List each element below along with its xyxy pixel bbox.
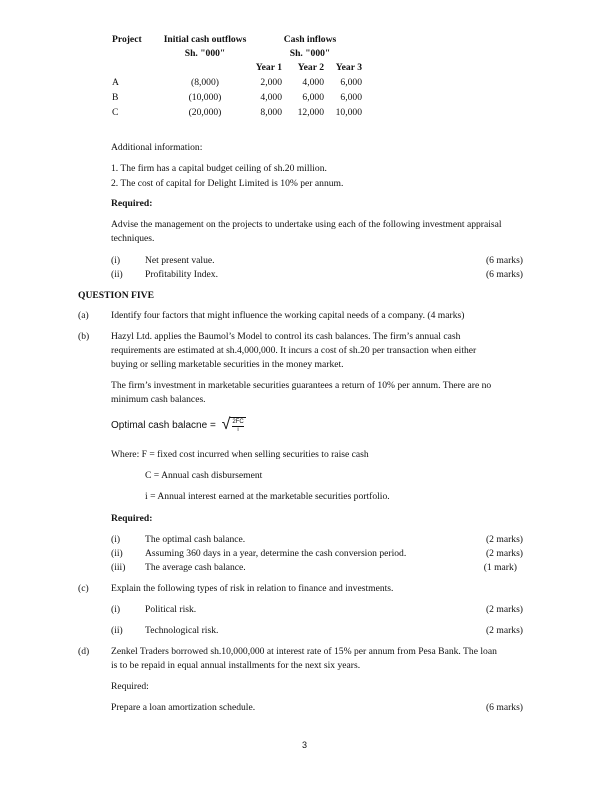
header-outflows-unit: Sh. "000" <box>184 48 226 59</box>
additional-item-2: 2. The cost of capital for Delight Limited is 10% per annum. <box>111 178 344 189</box>
row-a-year2: 4,000 <box>302 77 324 88</box>
page-number: 3 <box>302 740 308 750</box>
item-marks: (2 marks) <box>485 625 523 636</box>
additional-item-1: 1. The firm has a capital budget ceiling of sh.20 million. <box>111 163 327 174</box>
item-number: (i) <box>111 604 121 615</box>
row-c-year2: 12,000 <box>297 107 324 118</box>
row-c-year3: 10,000 <box>335 107 362 118</box>
part-d-text: is to be repaid in equal annual installments for the next six years. <box>111 660 361 671</box>
row-c-year1: 8,000 <box>260 107 282 118</box>
item-number: (ii) <box>111 548 123 559</box>
formula-numerator: 2FC <box>232 418 244 425</box>
part-b-text2: The firm’s investment in marketable securities guarantees a return of 10% per annum. There are no <box>111 380 492 391</box>
square-root: √ $\frac{2FC}{i}$ <box>221 416 244 433</box>
row-c-project: C <box>112 107 119 118</box>
item-text: Technological risk. <box>145 625 219 636</box>
item-text: The optimal cash balance. <box>145 534 246 545</box>
part-b-text2: minimum cash balances. <box>111 394 206 405</box>
formula-lhs: Optimal cash balacne = <box>111 419 216 431</box>
row-a-year1: 2,000 <box>260 77 282 88</box>
part-b-text: Hazyl Ltd. applies the Baumol’s Model to control its cash balances. The firm’s annual cash <box>111 331 461 342</box>
additional-info-heading: Additional information: <box>111 142 203 153</box>
item-number: (i) <box>111 534 121 545</box>
header-year-3: Year 3 <box>335 62 362 73</box>
row-b-year3: 6,000 <box>340 92 362 103</box>
item-text: Profitability Index. <box>145 269 219 280</box>
row-b-outflow: (10,000) <box>188 92 222 103</box>
item-text: The average cash balance. <box>145 562 246 573</box>
item-number: (iii) <box>111 562 126 573</box>
part-d-text: Zenkel Traders borrowed sh.10,000,000 at interest rate of 15% per annum from Pesa Bank. The loan <box>111 646 497 657</box>
baumol-formula <box>111 414 246 437</box>
where-c: C = Annual cash disbursement <box>145 470 263 481</box>
row-b-project: B <box>112 92 119 103</box>
where-i: i = Annual interest earned at the marketable securities portfolio. <box>145 491 390 502</box>
header-year-1: Year 1 <box>255 62 282 73</box>
row-a-project: A <box>112 77 119 88</box>
row-a-year3: 6,000 <box>340 77 362 88</box>
part-a-text: Identify four factors that might influence the working capital needs of a company. (4 marks) <box>111 310 465 321</box>
item-number: (ii) <box>111 269 123 280</box>
item-marks: (1 mark) <box>483 562 517 573</box>
item-text: Assuming 360 days in a year, determine the cash conversion period. <box>145 548 407 559</box>
part-b-label: (b) <box>78 331 90 342</box>
part-d-label: (d) <box>78 646 90 657</box>
row-c-outflow: (20,000) <box>188 107 222 118</box>
part-d-required: Required: <box>111 681 149 692</box>
row-b-year1: 4,000 <box>260 92 282 103</box>
part-b-text: buying or selling marketable securities in the money market. <box>111 359 344 370</box>
part-d-task: Prepare a loan amortization schedule. <box>111 702 256 713</box>
part-c-label: (c) <box>78 583 89 594</box>
required-text: techniques. <box>111 233 155 244</box>
required-text: Advise the management on the projects to undertake using each of the following investment appraisal <box>111 219 502 230</box>
header-inflows-unit: Sh. "000" <box>289 48 331 59</box>
item-marks: (6 marks) <box>485 255 523 266</box>
question-five-title: QUESTION FIVE <box>78 290 154 301</box>
item-marks: (2 marks) <box>485 604 523 615</box>
required-heading: Required: <box>111 198 153 209</box>
header-project: Project <box>112 34 142 45</box>
item-marks: (2 marks) <box>485 548 523 559</box>
item-text: Political risk. <box>145 604 197 615</box>
item-marks: (6 marks) <box>485 269 523 280</box>
item-text: Net present value. <box>145 255 215 266</box>
header-inflows: Cash inflows <box>283 34 337 45</box>
header-year-2: Year 2 <box>297 62 324 73</box>
part-c-text: Explain the following types of risk in relation to finance and investments. <box>111 583 394 594</box>
item-number: (i) <box>111 255 121 266</box>
formula-denominator: i <box>237 426 239 433</box>
part-a-label: (a) <box>78 310 89 321</box>
item-marks: (2 marks) <box>485 534 523 545</box>
row-b-year2: 6,000 <box>302 92 324 103</box>
part-d-marks: (6 marks) <box>485 702 523 713</box>
required-heading: Required: <box>111 513 153 524</box>
where-f: Where: F = fixed cost incurred when selling securities to raise cash <box>111 449 369 460</box>
part-b-text: requirements are estimated at sh.4,000,000. It incurs a cost of sh.20 per transaction when either <box>111 345 477 356</box>
item-number: (ii) <box>111 625 123 636</box>
header-outflows: Initial cash outflows <box>163 34 247 45</box>
row-a-outflow: (8,000) <box>191 77 219 88</box>
